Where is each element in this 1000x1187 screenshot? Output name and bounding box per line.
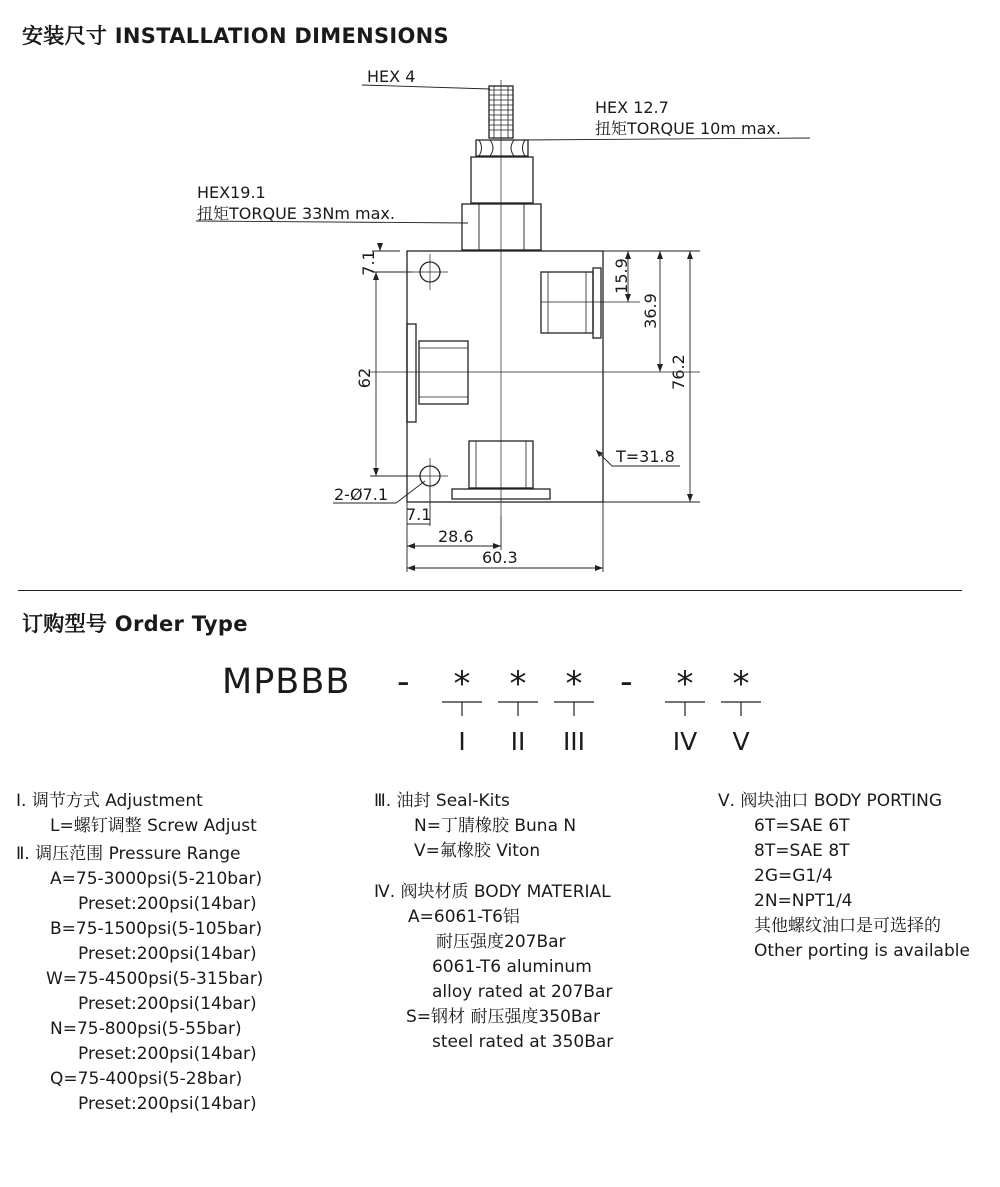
dim-76-2: 76.2 xyxy=(669,354,688,390)
option-subitem: Preset:200psi(14bar) xyxy=(78,894,257,914)
lock-nut xyxy=(476,140,528,156)
position-label-2: II xyxy=(510,727,526,756)
option-heading-adjustment: Ⅰ. 调节方式 Adjustment xyxy=(16,791,203,811)
option-heading-body-porting: Ⅴ. 阀块油口 BODY PORTING xyxy=(718,791,943,811)
section-divider xyxy=(18,590,962,591)
valve-body xyxy=(407,251,603,502)
option-item: 6T=SAE 6T xyxy=(754,816,850,836)
option-item: 其他螺纹油口是可选择的 xyxy=(754,916,941,936)
code-star-5: * xyxy=(732,664,750,704)
dim-28-6: 28.6 xyxy=(438,527,474,546)
dim-36-9: 36.9 xyxy=(641,293,660,329)
option-subitem: Preset:200psi(14bar) xyxy=(78,994,257,1014)
code-star-4: * xyxy=(676,664,694,704)
option-subitem: steel rated at 350Bar xyxy=(432,1032,614,1052)
label-torque-10: 扭矩TORQUE 10m max. xyxy=(595,119,781,138)
option-heading-pressure-range: Ⅱ. 调压范围 Pressure Range xyxy=(16,844,241,864)
position-label-1: I xyxy=(458,727,466,756)
option-item: S=钢材 耐压强度350Bar xyxy=(406,1007,600,1027)
order-code-diagram xyxy=(0,640,1000,760)
dim-7-1-bottom: 7.1 xyxy=(406,505,432,524)
option-item: A=75-3000psi(5-210bar) xyxy=(50,869,263,889)
installation-drawing xyxy=(0,0,1000,590)
code-star-2: * xyxy=(509,664,527,704)
option-item: Other porting is available xyxy=(754,941,970,961)
option-heading-body-material: Ⅳ. 阀块材质 BODY MATERIAL xyxy=(374,882,611,902)
code-star-1: * xyxy=(453,664,471,704)
options-column-2 xyxy=(374,789,613,1055)
option-item: B=75-1500psi(5-105bar) xyxy=(50,919,263,939)
option-subitem: Preset:200psi(14bar) xyxy=(78,1044,257,1064)
option-item: A=6061-T6铝 xyxy=(408,907,520,927)
position-label-3: III xyxy=(562,727,586,756)
option-subitem: 6061-T6 aluminum xyxy=(432,957,592,977)
options-column-3 xyxy=(718,789,970,964)
option-item: 2N=NPT1/4 xyxy=(754,891,853,911)
cartridge-hex xyxy=(462,204,541,250)
order-type-title: 订购型号 Order Type xyxy=(22,612,248,636)
options-column-1 xyxy=(16,789,263,1117)
option-heading-seal-kits: Ⅲ. 油封 Seal-Kits xyxy=(374,791,510,811)
label-hex12-7: HEX 12.7 xyxy=(595,98,669,117)
label-thickness: T=31.8 xyxy=(616,447,675,466)
dim-7-1-top: 7.1 xyxy=(359,250,378,276)
dim-15-9: 15.9 xyxy=(612,258,631,294)
label-holes: 2-Ø7.1 xyxy=(334,485,388,504)
option-item: N=75-800psi(5-55bar) xyxy=(50,1019,242,1039)
option-item: V=氟橡胶 Viton xyxy=(414,841,541,861)
installation-title: 安装尺寸 INSTALLATION DIMENSIONS xyxy=(22,24,449,48)
option-subitem: Preset:200psi(14bar) xyxy=(78,1094,257,1114)
code-dash-1: - xyxy=(397,662,411,702)
code-dash-2: - xyxy=(620,662,634,702)
label-torque-33: 扭矩TORQUE 33Nm max. xyxy=(197,204,395,223)
left-port xyxy=(419,341,468,404)
code-star-3: * xyxy=(565,664,583,704)
option-subitem: 耐压强度207Bar xyxy=(436,932,566,952)
right-port xyxy=(541,272,593,333)
cartridge-neck xyxy=(471,157,533,203)
position-label-5: V xyxy=(732,727,750,756)
model-code: MPBBB xyxy=(222,662,351,702)
option-item: W=75-4500psi(5-315bar) xyxy=(46,969,264,989)
option-item: 8T=SAE 8T xyxy=(754,841,850,861)
right-port-flange xyxy=(593,268,601,338)
dim-62: 62 xyxy=(355,367,374,389)
left-port-flange xyxy=(407,324,416,422)
option-subitem: alloy rated at 207Bar xyxy=(432,982,613,1002)
option-item: Q=75-400psi(5-28bar) xyxy=(50,1069,243,1089)
label-hex4: HEX 4 xyxy=(367,67,416,86)
option-item: N=丁腈橡胶 Buna N xyxy=(414,816,577,836)
option-item: L=螺钉调整 Screw Adjust xyxy=(50,816,257,836)
dim-60-3: 60.3 xyxy=(482,548,518,567)
label-hex19-1: HEX19.1 xyxy=(197,183,266,202)
option-item: 2G=G1/4 xyxy=(754,866,833,886)
option-subitem: Preset:200psi(14bar) xyxy=(78,944,257,964)
position-label-4: IV xyxy=(672,727,698,756)
